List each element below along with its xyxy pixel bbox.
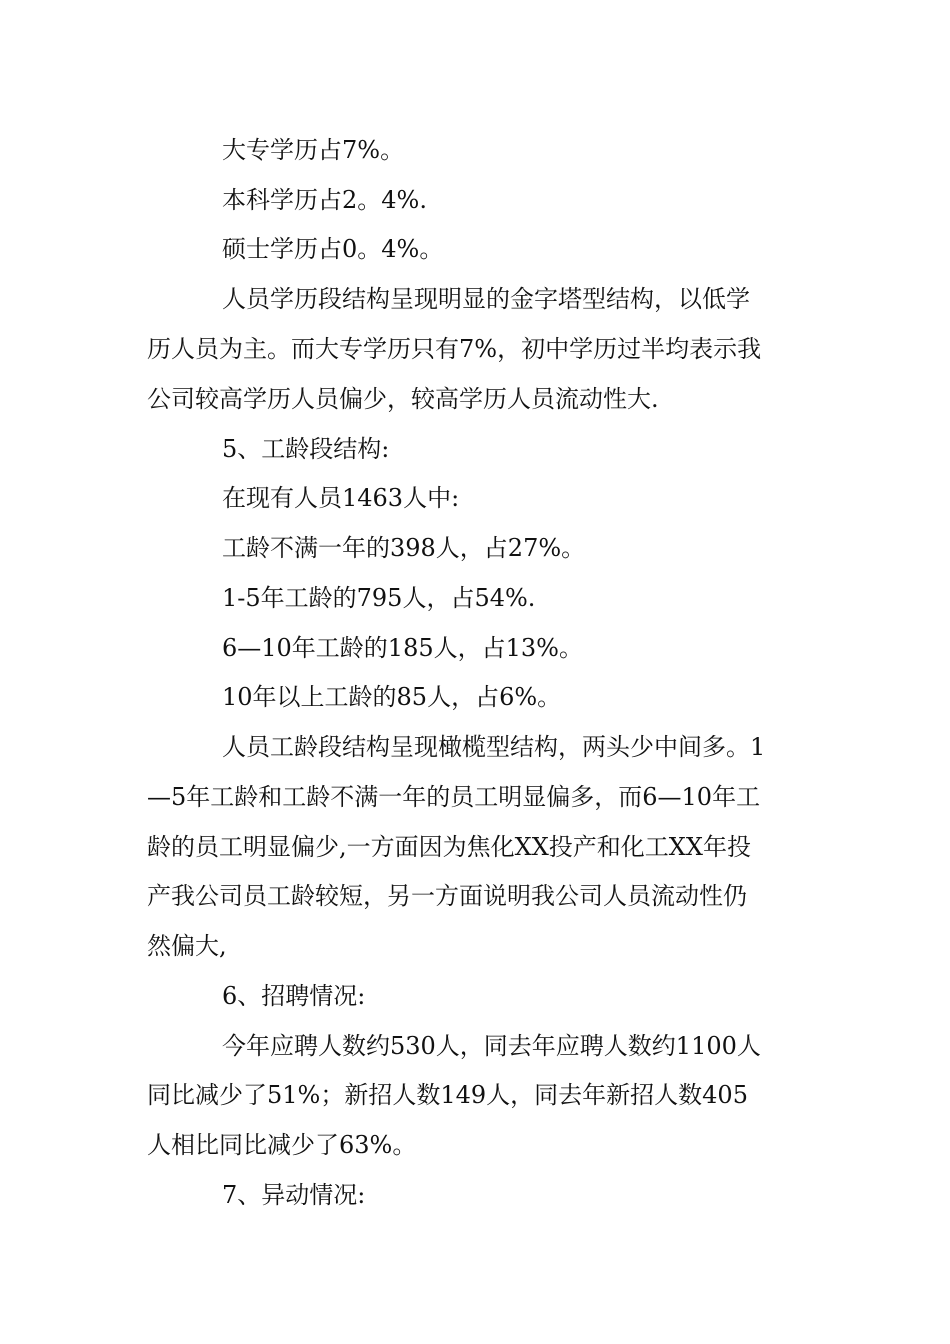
paragraph-line: 今年应聘人数约530人，同去年应聘人数约1100人	[222, 1032, 761, 1060]
section-heading: 5、工龄段结构:	[222, 435, 390, 463]
section-heading: 6、招聘情况:	[222, 982, 366, 1010]
text-line: 10年以上工龄的85人，占6%。	[222, 683, 562, 711]
text-line: 6—10年工龄的185人，占13%。	[222, 634, 583, 662]
text-line: 在现有人员1463人中:	[222, 484, 460, 512]
paragraph-line: 公司较高学历人员偏少，较高学历人员流动性大.	[147, 385, 659, 413]
paragraph-line: 然偏大,	[147, 932, 227, 960]
text-line: 大专学历占7%。	[222, 136, 405, 164]
text-line: 硕士学历占0。4%。	[222, 235, 444, 263]
paragraph-line: 人员工龄段结构呈现橄榄型结构，两头少中间多。1	[222, 733, 766, 761]
paragraph-line: 人相比同比减少了63%。	[147, 1131, 417, 1159]
paragraph-line: 历人员为主。而大专学历只有7%，初中学历过半均表示我	[147, 335, 762, 363]
paragraph-line: 同比减少了51%；新招人数149人，同去年新招人数405	[147, 1081, 748, 1109]
paragraph-line: 龄的员工明显偏少,一方面因为焦化XX投产和化工XX年投	[147, 833, 751, 861]
section-heading: 7、异动情况:	[222, 1181, 366, 1209]
text-line: 本科学历占2。4%.	[222, 186, 427, 214]
paragraph-line: —5年工龄和工龄不满一年的员工明显偏多，而6—10年工	[147, 783, 761, 811]
text-line: 1-5年工龄的795人，占54%.	[222, 584, 536, 612]
text-line: 工龄不满一年的398人，占27%。	[222, 534, 586, 562]
paragraph-line: 人员学历段结构呈现明显的金字塔型结构，以低学	[222, 285, 750, 313]
paragraph-line: 产我公司员工龄较短，另一方面说明我公司人员流动性仍	[147, 882, 747, 910]
